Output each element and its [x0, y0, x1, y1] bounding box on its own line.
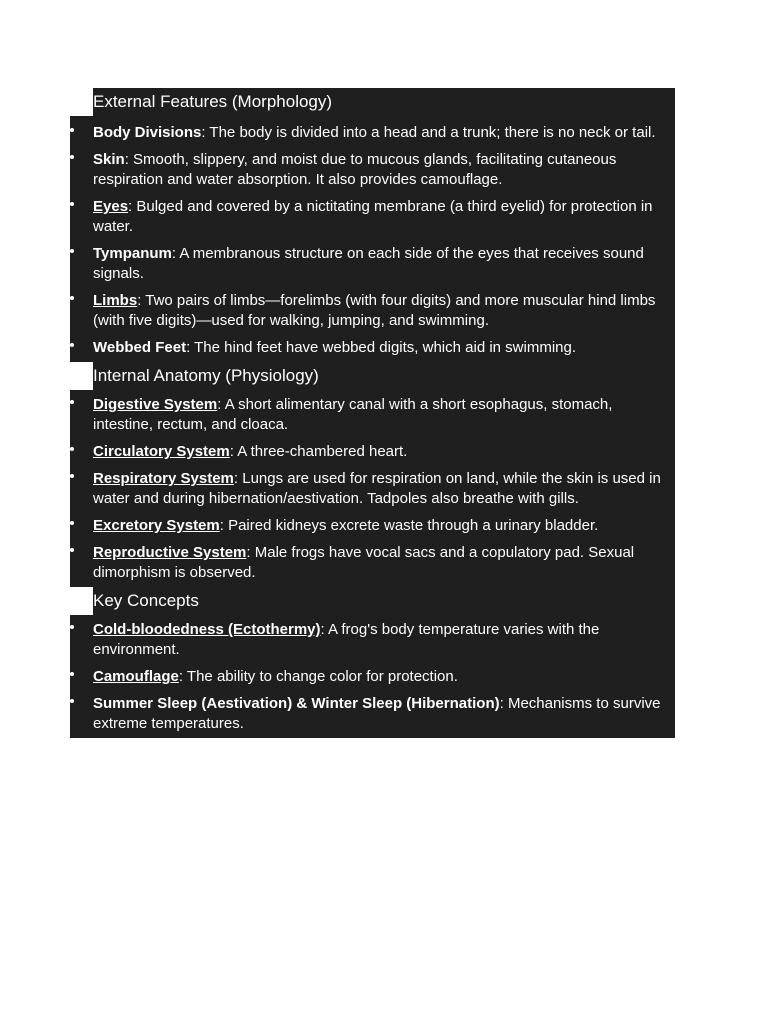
item-term: Body Divisions — [93, 124, 202, 141]
list-item — [70, 617, 675, 664]
item-text: : Smooth, slippery, and moist due to mucous glands, facilitating cutaneous respiration and water absorption. It also provides camouflage. — [93, 151, 617, 188]
item-text: : A short alimentary canal with a short esophagus, stomach, intestine, rectum, and cloaca. — [93, 396, 613, 433]
section-heading: Internal Anatomy (Physiology) — [93, 362, 675, 390]
item-term: Eyes — [93, 198, 129, 215]
bullet-icon — [70, 155, 74, 159]
bullet-list — [70, 615, 675, 738]
section-internal-anatomy — [0, 362, 768, 587]
item-text: : The ability to change color for protection. — [178, 668, 458, 685]
item-text: : Bulged and covered by a nictitating membrane (a third eyelid) for protection in water. — [93, 198, 653, 235]
list-item — [70, 513, 675, 540]
bullet-icon — [70, 521, 74, 525]
item-text: : Mechanisms to survive extreme temperatures. — [93, 695, 661, 732]
list-item — [70, 194, 675, 241]
heading-margin — [70, 362, 93, 390]
list-item — [70, 147, 675, 194]
item-text: : Two pairs of limbs—forelimbs (with four digits) and more muscular hind limbs (with five digits)—used for walking, jumping, and swimming. — [93, 292, 656, 329]
item-text: : A frog's body temperature varies with the environment. — [93, 621, 600, 658]
section-key-concepts — [0, 587, 768, 738]
section-heading-wrap — [0, 362, 675, 390]
list-item — [70, 439, 675, 466]
item-text: : Lungs are used for respiration on land, while the skin is used in water and during hibernation/aestivation. Tadpoles also breathe with gills. — [93, 470, 661, 507]
heading-margin — [70, 587, 93, 615]
list-item — [70, 392, 675, 439]
item-text: : The body is divided into a head and a trunk; there is no neck or tail. — [201, 124, 656, 141]
item-text: : Paired kidneys excrete waste through a urinary bladder. — [219, 517, 599, 534]
item-term: Digestive System — [93, 396, 218, 413]
item-term: Camouflage — [93, 668, 179, 685]
list-item — [70, 241, 675, 288]
bullet-icon — [70, 474, 74, 478]
list-item — [70, 691, 675, 738]
list-item — [70, 540, 675, 587]
item-term: Webbed Feet — [93, 339, 187, 356]
section-heading: Key Concepts — [93, 587, 675, 615]
item-term: Circulatory System — [93, 443, 230, 460]
item-text: : Male frogs have vocal sacs and a copulatory pad. Sexual dimorphism is observed. — [93, 544, 635, 581]
bullet-icon — [70, 249, 74, 253]
bullet-icon — [70, 447, 74, 451]
item-term: Skin — [93, 151, 125, 168]
item-term: Limbs — [93, 292, 138, 309]
item-term: Reproductive System — [93, 544, 247, 561]
section-heading-wrap — [0, 88, 675, 116]
bullet-icon — [70, 128, 74, 132]
list-item — [70, 466, 675, 513]
bullet-icon — [70, 202, 74, 206]
bullet-list — [70, 116, 675, 362]
bullet-icon — [70, 296, 74, 300]
section-heading: External Features (Morphology) — [93, 88, 675, 116]
item-term: Cold-bloodedness (Ectothermy) — [93, 621, 321, 638]
item-text: : A three-chambered heart. — [229, 443, 408, 460]
list-item — [70, 335, 675, 362]
item-term: Summer Sleep (Aestivation) & Winter Sleep (Hibernation) — [93, 695, 500, 712]
list-item — [70, 120, 675, 147]
list-item — [70, 664, 675, 691]
item-text: : A membranous structure on each side of the eyes that receives sound signals. — [93, 245, 644, 282]
section-external-features — [0, 88, 768, 362]
item-text: : The hind feet have webbed digits, which aid in swimming. — [186, 339, 577, 356]
bullet-icon — [70, 625, 74, 629]
item-term: Excretory System — [93, 517, 220, 534]
document — [0, 88, 768, 738]
bullet-list — [70, 390, 675, 587]
item-term: Tympanum — [93, 245, 172, 262]
list-item — [70, 288, 675, 335]
section-heading-wrap — [0, 587, 675, 615]
bullet-icon — [70, 548, 74, 552]
bullet-icon — [70, 343, 74, 347]
bullet-icon — [70, 699, 74, 703]
bullet-icon — [70, 672, 74, 676]
item-term: Respiratory System — [93, 470, 234, 487]
bullet-icon — [70, 400, 74, 404]
